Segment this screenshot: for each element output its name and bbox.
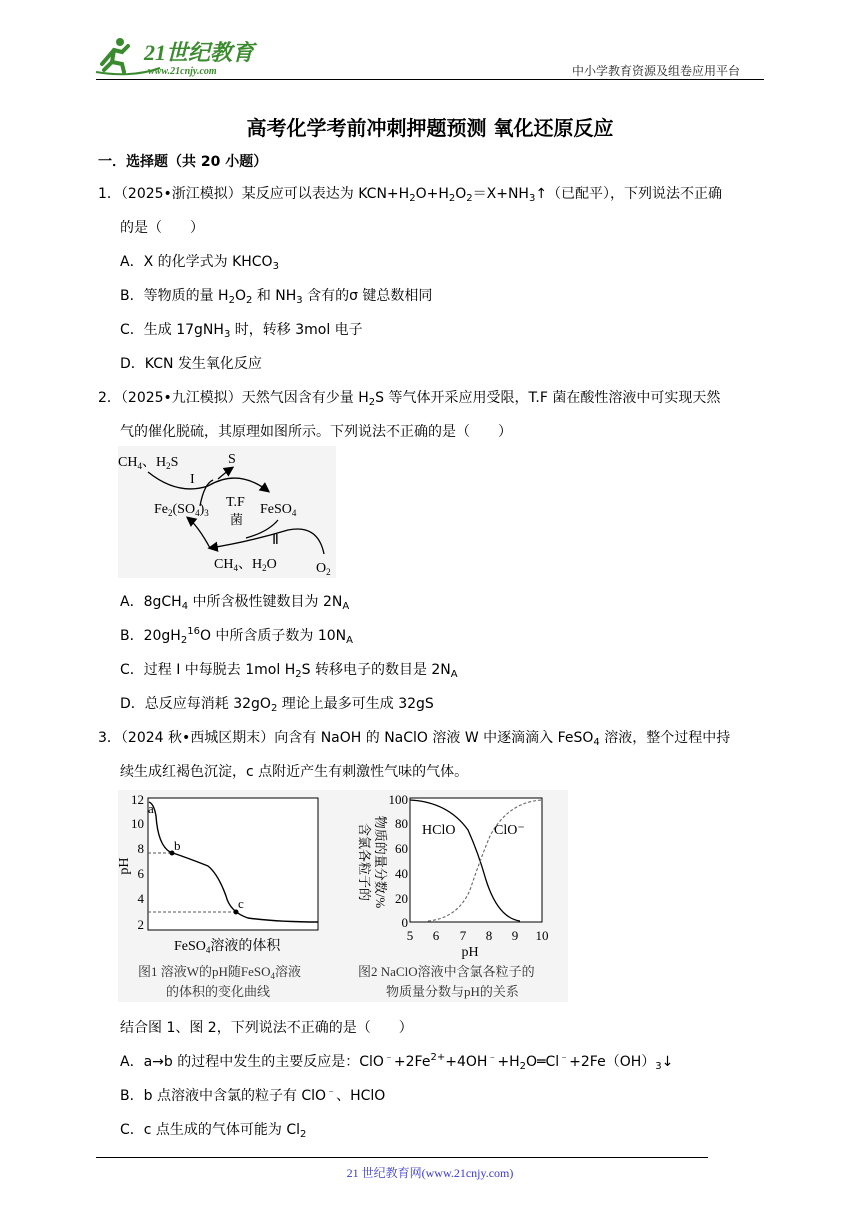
question-3-line-2: 续生成红褐色沉淀，c 点附近产生有刺激性气味的气体。 xyxy=(120,764,469,780)
question-1-option-b[interactable]: B．等物质的量 $H_2O_2$ 和 $NH_3$ 含有的σ 键总数相同 xyxy=(120,288,433,306)
page-title: 高考化学考前冲刺押题预测 氧化还原反应 xyxy=(246,116,614,140)
question-1-option-c[interactable]: C．生成 17gNH$_3$ 时，转移 3mol 电子 xyxy=(120,322,363,340)
figure-2-y-label-2: 物质的量分数/% xyxy=(373,815,388,909)
question-1-option-a[interactable]: A．X 的化学式为 $KHCO_3$ xyxy=(120,254,279,272)
figure-1-y-ticks xyxy=(131,792,145,932)
question-3-figures xyxy=(118,790,568,1002)
section-heading: 一．选择题（共 20 小题） xyxy=(98,154,268,170)
bacteria-label: 菌 xyxy=(230,512,244,527)
point-c-label: c xyxy=(238,896,244,911)
svg-text:10: 10 xyxy=(131,816,144,831)
svg-text:6: 6 xyxy=(137,866,144,881)
footer-divider xyxy=(96,1157,708,1158)
fe2so43-label: $Fe_2(SO_4)_3$ xyxy=(154,502,209,518)
svg-text:80: 80 xyxy=(395,816,408,831)
figure-1-x-label: FeSO$_4$溶液的体积 xyxy=(174,939,281,955)
feso4-label: FeSO$_4$ xyxy=(260,502,297,518)
clo-label: ClO⁻ xyxy=(494,823,525,838)
svg-text:7: 7 xyxy=(459,928,467,943)
figure-2-x-ticks xyxy=(407,928,549,943)
question-2-option-d[interactable]: D．总反应每消耗 $32gO_2$ 理论上最多可生成 32gS xyxy=(120,696,434,714)
svg-text:12: 12 xyxy=(131,792,144,807)
svg-text:10: 10 xyxy=(535,928,549,943)
figure-2-distribution xyxy=(357,792,549,999)
svg-text:20: 20 xyxy=(395,891,408,906)
svg-text:5: 5 xyxy=(406,928,414,943)
footer-link[interactable]: 21 世纪教育网(www.21cnjy.com) xyxy=(346,1166,514,1180)
figure-1-y-label: pH xyxy=(118,857,132,875)
o2-label: $O_2$ xyxy=(316,561,331,577)
svg-text:40: 40 xyxy=(395,866,408,881)
sulfur-label: S xyxy=(228,452,236,467)
figure-2-caption-1: 图2 NaClO溶液中含氯各粒子的 xyxy=(358,964,535,979)
figure-2-caption-2: 物质量分数与pH的关系 xyxy=(386,984,519,999)
question-2-option-b[interactable]: B．$20gH_2^{16}O$ 中所含质子数为 $10N_A$ xyxy=(120,626,354,646)
svg-text:6: 6 xyxy=(432,928,440,943)
process-1-label: I xyxy=(190,472,195,487)
ch4-h2s-label: $CH_4$、$H_2S$ xyxy=(118,455,179,471)
figure-1-caption-1: 图1 溶液W的pH随FeSO$_4$溶液 xyxy=(138,964,302,981)
ch4-h2o-label: $CH_4$、$H_2O$ xyxy=(214,557,277,573)
question-2-line-1: 2．（2025•九江模拟）天然气因含有少量 $H_2S$ 等气体开采应用受限，T.F 菌在酸性溶液中可实现天然 xyxy=(98,390,721,408)
question-1-option-d[interactable]: D．KCN 发生氧化反应 xyxy=(120,356,262,372)
figure-1-caption-2: 的体积的变化曲线 xyxy=(166,984,271,999)
site-logo xyxy=(92,34,262,78)
svg-text:0: 0 xyxy=(401,915,408,930)
svg-text:100: 100 xyxy=(388,792,408,807)
figure-1-ph-curve xyxy=(118,792,318,999)
question-3-option-b[interactable]: B．b 点溶液中含氯的粒子有 ClO﹣、HClO xyxy=(120,1086,386,1104)
svg-text:60: 60 xyxy=(395,841,408,856)
sulfur-output-arrow xyxy=(218,468,232,479)
question-2-option-c[interactable]: C．过程 I 中每脱去 1mol $H_2S$ 转移电子的数目是 $2N_A$ xyxy=(120,662,458,680)
svg-text:9: 9 xyxy=(511,928,519,943)
question-2-line-2: 气的催化脱硫，其原理如图所示。下列说法不正确的是（ ） xyxy=(120,424,512,440)
header-divider xyxy=(96,79,764,80)
point-a-label: a xyxy=(148,801,154,816)
question-3-option-a[interactable]: A．a→b 的过程中发生的主要反应是：$ClO^﹣+2Fe^{2+}+4OH^﹣+H_2O═Cl^﹣+2Fe(OH)_3↓$ xyxy=(120,1052,674,1072)
platform-name: 中小学教育资源及组卷应用平台 xyxy=(572,64,741,78)
logo-url: www.21cnjy.com xyxy=(148,66,217,77)
svg-text:2: 2 xyxy=(137,917,144,932)
question-3-line-1: 3．（2024 秋•西城区期末）向含有 NaOH 的 NaClO 溶液 W 中逐滴滴入 FeSO$_4$ 溶液，整个过程中持 xyxy=(98,730,731,748)
figure-2-y-label-1: 含氯各粒子的 xyxy=(357,822,372,902)
question-1-line-2: 的是（ ） xyxy=(120,220,204,236)
question-2-option-a[interactable]: A．8gCH$_4$ 中所含极性键数目为 $2N_A$ xyxy=(120,594,350,612)
desulfurization-cycle-diagram xyxy=(118,446,336,578)
tf-label: T.F xyxy=(226,495,245,510)
process-2-label: Ⅱ xyxy=(272,533,279,548)
logo-text: 21世纪教育 xyxy=(144,40,255,65)
process-1-arrow xyxy=(148,472,268,491)
question-1-line-1: 1．（2025•浙江模拟）某反应可以表达为 $KCN+H_2O+H_2O_2=X+NH_3↑$（已配平），下列说法不正确 xyxy=(98,186,723,204)
process-2-arrow xyxy=(210,529,324,554)
figure-2-x-label: pH xyxy=(461,945,479,960)
question-3-option-c[interactable]: C．c 点生成的气体可能为 $Cl_2$ xyxy=(120,1122,307,1140)
svg-text:8: 8 xyxy=(485,928,493,943)
svg-text:8: 8 xyxy=(137,841,144,856)
figure-2-y-ticks xyxy=(389,792,409,930)
svg-text:4: 4 xyxy=(137,891,144,906)
question-3-stem: 结合图 1、图 2，下列说法不正确的是（ ） xyxy=(120,1020,413,1036)
return-arrow xyxy=(188,518,210,548)
hclo-label: HClO xyxy=(422,823,456,838)
point-b-label: b xyxy=(174,838,181,853)
